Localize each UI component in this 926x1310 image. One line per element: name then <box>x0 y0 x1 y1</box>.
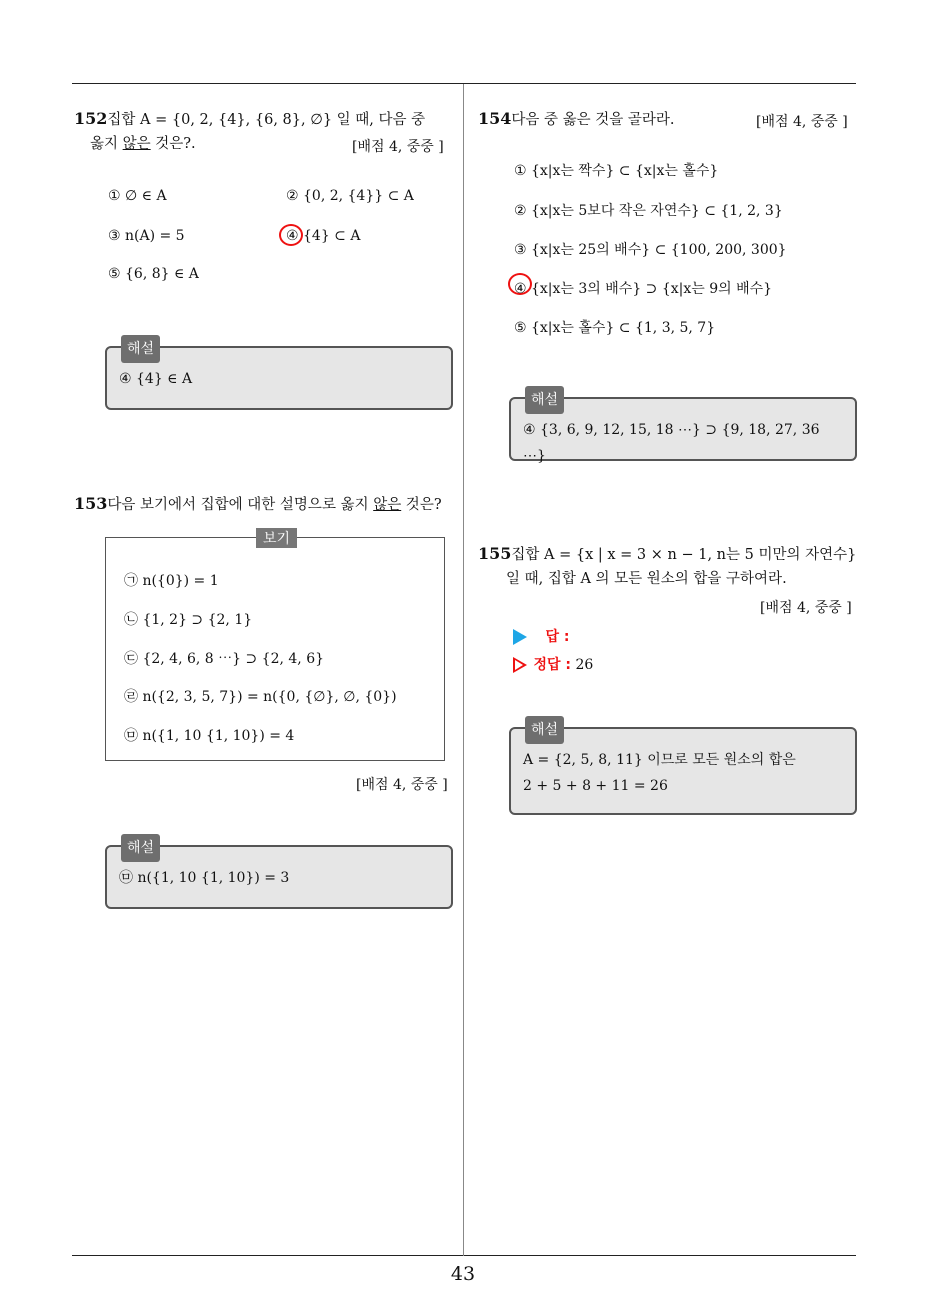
bogi-tag: 보기 <box>256 528 297 548</box>
score-meta: [배점 4, 중중 ] <box>356 777 448 793</box>
solution-text: ④ {3, 6, 9, 12, 15, 18 ⋯} ⊃ {9, 18, 27, 36 ⋯} <box>523 422 820 464</box>
choice-2[interactable]: ② {0, 2, {4}} ⊂ A <box>286 188 414 204</box>
top-rule <box>72 83 856 84</box>
choice-5[interactable]: ⑤ {6, 8} ∈ A <box>108 266 199 282</box>
outline-triangle-icon <box>513 657 527 673</box>
solution-box <box>105 341 453 410</box>
question-number: 152 <box>74 109 108 128</box>
bogi-item-2: ㉡ {1, 2} ⊃ {2, 1} <box>124 612 253 628</box>
page-number: 43 <box>450 1263 476 1285</box>
solution-tag: 해설 <box>121 335 160 363</box>
question-152-text: 152집합 A = {0, 2, {4}, {6, 8}, ∅} 일 때, 다음 중 옳지 않은 것은?. <box>74 109 426 152</box>
choice-4[interactable]: ④ {x|x는 3의 배수} ⊃ {x|x는 9의 배수} <box>514 281 773 297</box>
solution-tag: 해설 <box>525 386 564 414</box>
bogi-item-1: ㉠ n({0}) = 1 <box>124 573 219 589</box>
answer-label: 답 : <box>545 629 570 645</box>
choice-5[interactable]: ⑤ {x|x는 홀수} ⊂ {1, 3, 5, 7} <box>514 320 716 336</box>
solution-text-line1: A = {2, 5, 8, 11} 이므로 모든 원소의 합은 <box>523 752 796 768</box>
question-153-text: 153다음 보기에서 집합에 대한 설명으로 옳지 않은 것은? <box>74 494 442 513</box>
solution-tag: 해설 <box>525 716 564 744</box>
answer-line[interactable] <box>513 626 569 646</box>
solution-text: ④ {4} ∈ A <box>119 371 193 387</box>
choice-4[interactable]: ④ {4} ⊂ A <box>286 228 361 244</box>
play-triangle-icon <box>513 629 527 645</box>
score-meta: [배점 4, 중중 ] <box>352 139 444 155</box>
choice-1[interactable]: ① {x|x는 짝수} ⊂ {x|x는 홀수} <box>514 163 719 179</box>
score-meta: [배점 4, 중중 ] <box>756 114 848 130</box>
solution-box <box>509 392 857 464</box>
question-number: 153 <box>74 494 108 513</box>
choice-3[interactable]: ③ {x|x는 25의 배수} ⊂ {100, 200, 300} <box>514 242 787 258</box>
correct-answer-line <box>513 654 593 674</box>
question-number: 155 <box>478 544 512 563</box>
solution-text-line2: 2 + 5 + 8 + 11 = 26 <box>523 778 668 794</box>
bogi-item-3: ㉢ {2, 4, 6, 8 ⋯} ⊃ {2, 4, 6} <box>124 651 325 667</box>
correct-value: 26 <box>575 657 594 673</box>
choice-2[interactable]: ② {x|x는 5보다 작은 자연수} ⊂ {1, 2, 3} <box>514 203 783 219</box>
question-number: 154 <box>478 109 512 128</box>
choice-1[interactable]: ① ∅ ∈ A <box>108 188 167 204</box>
solution-tag: 해설 <box>121 834 160 862</box>
score-meta: [배점 4, 중중 ] <box>760 600 852 616</box>
solution-box <box>105 840 453 909</box>
question-155-text: 155집합 A = {x | x = 3 × n − 1, n는 5 미만의 자연수} 일 때, 집합 A 의 모든 원소의 합을 구하여라. <box>478 544 857 587</box>
bogi-item-4: ㉣ n({2, 3, 5, 7}) = n({0, {∅}, ∅, {0}) <box>124 689 397 705</box>
choice-3[interactable]: ③ n(A) = 5 <box>108 228 185 244</box>
bottom-rule <box>72 1255 856 1256</box>
bogi-item-5: ㉤ n({1, 10 {1, 10}) = 4 <box>124 728 295 744</box>
question-154-text: 154다음 중 옳은 것을 골라라. <box>478 109 675 128</box>
correct-label: 정답 : <box>533 657 571 673</box>
solution-box <box>509 722 857 815</box>
solution-text: ㉤ n({1, 10 {1, 10}) = 3 <box>119 870 290 886</box>
bogi-box <box>105 531 445 761</box>
column-divider <box>463 84 464 1256</box>
